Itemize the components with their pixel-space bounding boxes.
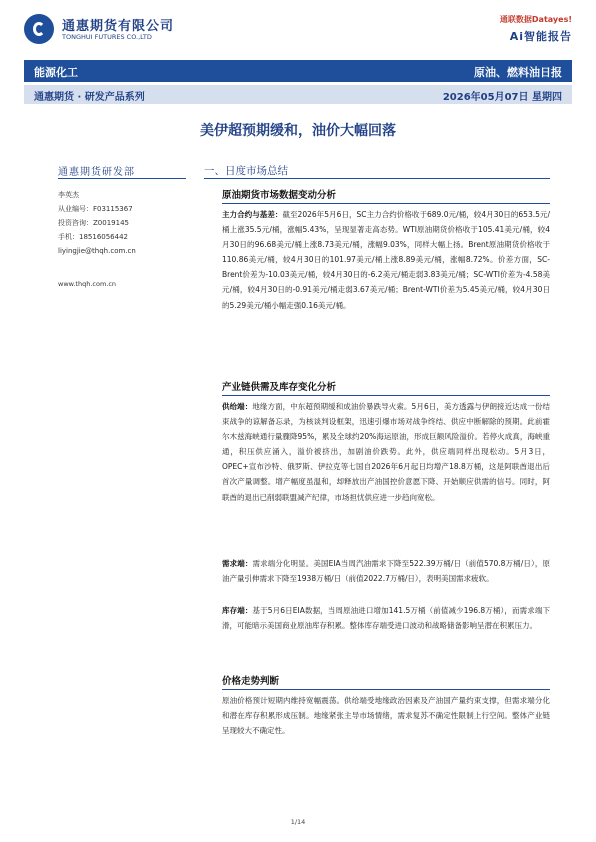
category-bar xyxy=(24,60,572,82)
divider xyxy=(58,178,186,179)
lead-label: 主力合约与基差： xyxy=(222,210,283,219)
lead-label: 库存端： xyxy=(222,606,253,615)
company-name-en: TONGHUI FUTURES CO.,LTD xyxy=(62,33,152,41)
divider xyxy=(222,689,550,690)
advisory-number: 投资咨询：Z0019145 xyxy=(58,219,129,227)
supply-paragraph: 供给端：地缘方面，中东超预期缓和成油价暴跌导火索。5月6日，美方透露与伊朗接近达成一份结束战争的谅解备忘录，为核谈判设框架，迅速引爆市场对战争终结、供应中断解除的预期。此前霍尔木兹海峡通行量骤降95%，累及全球约20%海运原油，形成巨额风险溢价。若停火成真，海峡重通，积压供应涌入，溢价被挤出，加剧油价跌势。此外，供应端同样出现松动。5月3日，OPEC+宣布沙特、俄罗斯、伊拉克等七国自2026年6月起日均增产18.8万桶，这是阿联酋退出后首次产量调整。增产幅度虽温和，却释放出产油国控价意愿下降、开始顺应供需的信号。同时，阿联酋的退出已削弱联盟减产纪律，市场担忧供应进一步趋向宽松。 xyxy=(222,402,551,502)
subsection-title-supply: 产业链供需及库存变化分析 xyxy=(222,382,337,393)
lead-label: 供给端： xyxy=(222,402,253,411)
company-logo xyxy=(24,14,54,44)
author-name: 李英杰 xyxy=(58,191,79,199)
subsection-title-futures: 原油期货市场数据变动分析 xyxy=(222,190,337,201)
page-number: 1/14 xyxy=(290,818,306,826)
category-label: 能源化工 xyxy=(34,66,78,79)
website-link[interactable]: www.thqh.com.cn xyxy=(58,280,117,288)
outlook-paragraph: 原油价格预计短期内维持宽幅震荡。供给端受地缘政治因素及产油国产量约束支撑，但需求端分化和潜在库存积累形成压制。地缘紧张主导市场情绪，需求复苏不确定性限制上行空间。整体产业链呈现较大不确定性。 xyxy=(222,696,550,736)
section-title: 一、日度市场总结 xyxy=(204,165,288,177)
futures-paragraph: 主力合约与基差：截至2026年5月6日，SC主力合约价格收于689.0元/桶，较4月30日的653.5元/桶上涨35.5元/桶，涨幅5.43%，呈现显著走高态势。WTI原油期货价格收于105.41美元/桶，较4月30日的96.68美元/桶上涨8.73美元/桶，涨幅9.03%，同样大幅上扬。Brent原油期货价格收于110.86美元/桶，较4月30日的101.97美元/桶上涨8.89美元/桶，涨幅8.72%。价差方面，SC-Brent价差为-10.03美元/桶，较4月30日的-6.2美元/桶走弱3.83美元/桶；SC-WTI价差为-4.58美元/桶，较4月30日的-0.91美元/桶走弱3.67美元/桶；Brent-WTI价差为5.45美元/桶，较4月30日的5.29美元/桶小幅走强0.16美元/桶。 xyxy=(222,210,551,310)
divider xyxy=(222,203,550,204)
series-label: 通惠期货 · 研发产品系列 xyxy=(34,92,145,103)
report-date: 2026年05月07日 星期四 xyxy=(442,92,562,103)
email-link[interactable]: liyingjie@thqh.com.cn xyxy=(58,247,136,255)
datayes-brand: 通联数据Datayes! xyxy=(499,15,572,24)
phone: 手机：18516056442 xyxy=(58,233,128,241)
report-headline: 美伊超预期缓和，油价大幅回落 xyxy=(200,123,396,139)
divider xyxy=(204,178,550,179)
author-info xyxy=(58,188,136,258)
lead-label: 需求端： xyxy=(222,559,253,568)
company-name: 通惠期货有限公司 xyxy=(62,19,175,34)
ai-report-brand: Ai智能报告 xyxy=(509,30,572,43)
subsection-title-outlook: 价格走势判断 xyxy=(222,676,280,687)
inventory-paragraph: 库存端：基于5月6日EIA数据，当周原油进口增加141.5万桶（前值减少196.8万桶），而需求端下滑，可能暗示美国商业原油库存积累。整体库存端受进口波动和战略储备影响呈潜在积累压力。 xyxy=(222,606,550,631)
series-bar xyxy=(24,85,572,104)
report-type: 原油、燃料油日报 xyxy=(474,66,562,79)
divider xyxy=(222,395,550,396)
cert-number: 从业编号：F03115367 xyxy=(58,205,133,213)
research-dept: 通惠期货研发部 xyxy=(58,167,135,178)
demand-paragraph: 需求端：需求端分化明显。美国EIA当周汽油需求下降至522.39万桶/日（前值570.8万桶/日），原油产量引伸需求下降至1938万桶/日（前值2022.7万桶/日），表明美国需求疲软。 xyxy=(222,559,550,584)
